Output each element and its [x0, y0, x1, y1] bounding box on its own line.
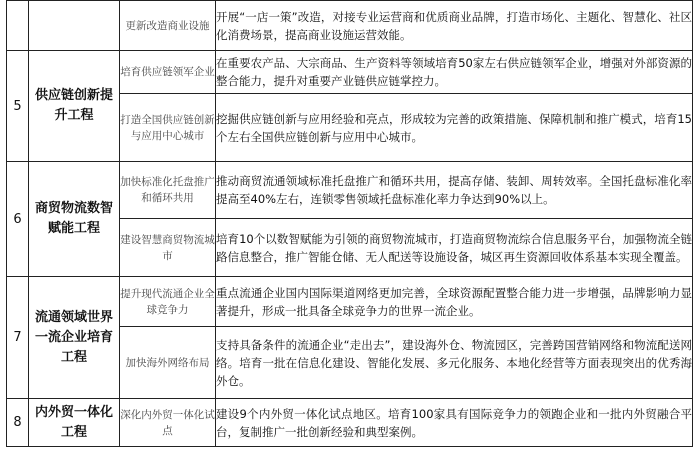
table-row	[7, 162, 693, 219]
description-cell: 建设9个内外贸一体化试点地区。培育100家具有国际竞争力的领跑企业和一批内外贸融合平台，复制推广一批创新经验和典型案例。	[216, 399, 693, 447]
description-cell: 挖掘供应链创新与应用经验和亮点，形成较为完善的政策措施、保障机制和推广模式，培育15个左右全国供应链创新与应用中心城市。	[216, 94, 693, 162]
description-cell: 培育10个以数智赋能为引领的商贸物流城市，打造商贸物流综合信息服务平台，加强物流全链路信息整合，推广智能仓储、无人配送等设施设备，城区再生资源回收体系基本实现全覆盖。	[216, 219, 693, 277]
measure-cell: 培育供应链领军企业	[120, 51, 216, 94]
row-number-cell	[7, 1, 29, 51]
description-cell: 重点流通企业国内国际渠道网络更加完善，全球资源配置整合能力进一步增强，品牌影响力显著提升，形成一批具备全球竞争力的世界一流企业。	[216, 277, 693, 327]
measure-cell: 打造全国供应链创新与应用中心城市	[120, 94, 216, 162]
measure-cell: 加快标准化托盘推广和循环共用	[120, 162, 216, 219]
measure-cell: 更新改造商业设施	[120, 1, 216, 51]
table-row	[7, 277, 693, 327]
table-row	[7, 1, 693, 51]
description-cell: 开展“一店一策”改造，对接专业运营商和优质商业品牌，打造市场化、主题化、智慧化、社区化消费场景，提高商业设施运营效能。	[216, 1, 693, 51]
row-number-cell: 8	[7, 399, 29, 447]
description-cell: 支持具备条件的流通企业“走出去”，建设海外仓、物流园区，完善跨国营销网络和物流配送网络。培育一批在信息化建设、智能化发展、多元化服务、本地化经营等方面表现突出的优秀海外仓。	[216, 327, 693, 399]
project-name-cell: 内外贸一体化工程	[29, 399, 120, 447]
row-number-cell: 5	[7, 51, 29, 162]
project-name-cell: 流通领域世界一流企业培育工程	[29, 277, 120, 399]
measure-cell: 加快海外网络布局	[120, 327, 216, 399]
description-cell: 推动商贸流通领域标准托盘推广和循环共用，提高存储、装卸、周转效率。全国托盘标准化率提高至40%左右，连锁零售领域托盘标准化率力争达到90%以上。	[216, 162, 693, 219]
description-cell: 在重要农产品、大宗商品、生产资料等领域培育50家左右供应链领军企业，增强对外部资源的整合能力，提升对重要产业链供应链掌控力。	[216, 51, 693, 94]
row-number-cell: 7	[7, 277, 29, 399]
project-name-cell: 供应链创新提升工程	[29, 51, 120, 162]
projects-table	[6, 0, 693, 447]
measure-cell: 深化内外贸一体化试点	[120, 399, 216, 447]
table-row	[7, 399, 693, 447]
row-number-cell: 6	[7, 162, 29, 277]
measure-cell: 提升现代流通企业全球竞争力	[120, 277, 216, 327]
project-name-cell	[29, 1, 120, 51]
project-name-cell: 商贸物流数智赋能工程	[29, 162, 120, 277]
table-row	[7, 51, 693, 94]
measure-cell: 建设智慧商贸物流城市	[120, 219, 216, 277]
